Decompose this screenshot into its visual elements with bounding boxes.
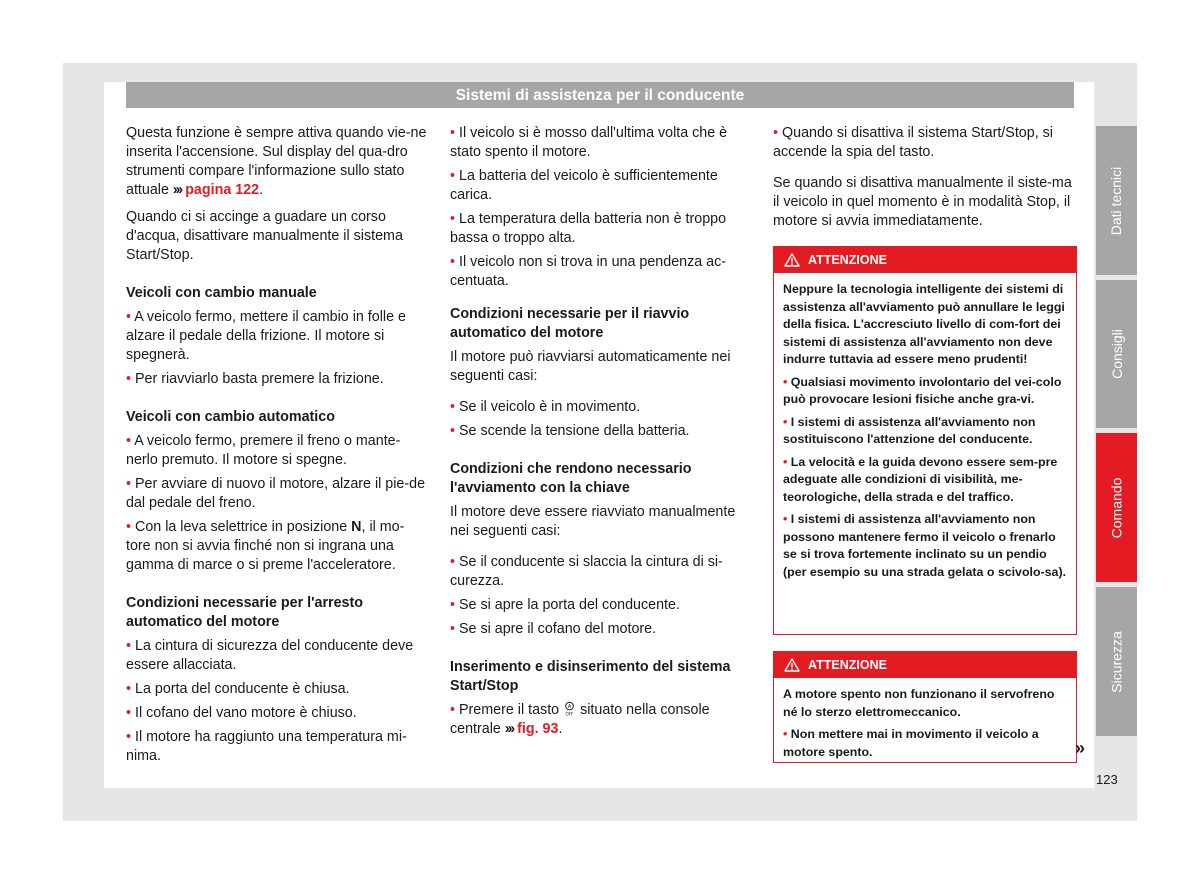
bullet-icon: • [126,705,132,721]
bullet-icon: • [126,433,132,449]
list-item: • Se si apre la porta del conducente. [450,597,680,613]
list-item: • La porta del conducente è chiusa. [126,681,350,697]
bullet-icon: • [450,597,456,613]
column-2 [450,124,752,744]
side-tab-dati-tecnici[interactable]: Dati tecnici [1096,126,1137,275]
svg-text:OFF: OFF [565,711,574,716]
bullet-icon: • [450,702,456,718]
warning-header [774,247,1076,273]
section-heading-automatic: Veicoli con cambio automatico [126,409,335,425]
list-item: • La batteria del veicolo è sufficientemente carica. [450,168,718,203]
section-heading-key: Condizioni che rendono necessario l'avviamento con la chiave [450,461,692,496]
svg-text:A: A [567,704,572,710]
warning-item: • I sistemi di assistenza all'avviamento non sostituiscono l'attenzione del conducente. [783,414,1036,446]
intro-paragraph-2: Quando ci si accinge a guadare un corso d'acqua, disattivare manualmente il sistema Start/Stop. [126,209,403,263]
warning-box-2 [773,651,1077,763]
list-item: • Premere il tasto A OFF situato nella console centrale ››› fig. 93. [450,702,710,737]
warning-title: ATTENZIONE [808,657,887,672]
warning-item: • La velocità e la guida devono essere sem-pre adeguate alle condizioni di visibilità, me-teorologiche, della strada e del traffico. [783,454,1058,504]
warning-item: • I sistemi di assistenza all'avviamento non possono mantenere fermo il veicolo o frenarlo se si trova fortemente inclinato su un pendio (per esempio su una strada gelata o scivolo-sa). [783,512,1067,579]
bullet-icon: • [450,621,456,637]
warning-title: ATTENZIONE [808,252,887,267]
list-item: • Se il conducente si slaccia la cintura di si-curezza. [450,554,723,589]
page-number: 123 [1096,772,1118,787]
side-tab-sicurezza[interactable]: Sicurezza [1096,587,1137,736]
key-intro: Il motore deve essere riavviato manualmente nei seguenti casi: [450,504,736,539]
list-item: • Per avviare di nuovo il motore, alzare il pie-de dal pedale del freno. [126,476,426,511]
bullet-icon: • [450,125,456,141]
page-ref-link[interactable]: pagina 122 [185,182,260,198]
list-item: • Per riavviarlo basta premere la frizione. [126,371,384,387]
list-item: • Se si apre il cofano del motore. [450,621,657,637]
continue-arrow-icon: » [1075,738,1083,758]
column-3-paragraph: Se quando si disattiva manualmente il siste-ma il veicolo in quel momento è in modalità Stop, il motore si avvia immediatamente. [773,175,1072,229]
bullet-icon: • [126,476,132,492]
section-heading-switch: Inserimento e disinserimento del sistema Start/Stop [450,659,731,694]
bullet-icon: • [450,211,456,227]
bullet-icon: • [126,638,132,654]
bullet-icon: • [126,729,132,745]
cross-ref-arrows: ››› [504,721,514,737]
restart-intro: Il motore può riavviarsi automaticamente nei seguenti casi: [450,349,731,384]
list-item: • Il veicolo non si trova in una pendenza ac-centuata. [450,254,727,289]
bullet-icon: • [773,125,779,141]
bullet-icon: • [126,519,132,535]
list-item: • A veicolo fermo, mettere il cambio in folle e alzare il pedale della frizione. Il motore si spegnerà. [126,309,406,363]
start-stop-off-icon [563,701,576,716]
warning-triangle-icon [784,253,800,267]
list-item: • Quando si disattiva il sistema Start/Stop, si accende la spia del tasto. [773,125,1053,160]
bullet-icon: • [783,727,788,741]
bullet-icon: • [126,371,132,387]
section-heading-manual: Veicoli con cambio manuale [126,285,317,301]
side-tab-consigli[interactable]: Consigli [1096,280,1137,428]
bullet-icon: • [783,454,788,469]
warning-intro: Neppure la tecnologia intelligente dei sistemi di assistenza all'avviamento può annullare le leggi della fisica. L'accresciuto livello di com-fort dei sistemi di assistenza all'avviamento non deve indurre tuttavia ad essere meno prudenti! [783,282,1065,366]
bullet-icon: • [783,512,788,526]
bullet-icon: • [783,414,788,429]
bullet-icon: • [126,309,132,325]
warning-header [774,652,1076,678]
bullet-icon: • [126,681,132,697]
bullet-icon: • [450,554,456,570]
list-item: • La cintura di sicurezza del conducente deve essere allacciata. [126,638,414,673]
warning-item: • Qualsiasi movimento involontario del vei-colo può provocare lesioni fisiche anche gra-vi. [783,374,1062,406]
figure-ref-link[interactable]: fig. 93 [517,721,559,737]
section-heading-restart: Condizioni necessarie per il riavvio automatico del motore [450,306,690,341]
list-item: • Il motore ha raggiunto una temperatura mi-nima. [126,729,407,764]
intro-paragraph: Questa funzione è sempre attiva quando vie-ne inserita l'accensione. Sul display del qua-dro strumenti compare l'informazione sullo stato attuale ››› pagina 122. [126,125,427,198]
bullet-icon: • [450,168,456,184]
warning-body [774,678,1076,772]
warning-intro: A motore spento non funzionano il servofreno né lo sterzo elettromeccanico. [783,687,1055,719]
list-item: • Con la leva selettrice in posizione N, il mo-tore non si avvia finché non si ingrana una gamma di marce o si preme l'acceleratore. [126,519,405,573]
list-item: • Il cofano del vano motore è chiuso. [126,705,357,721]
bullet-icon: • [450,399,456,415]
section-heading-stop: Condizioni necessarie per l'arresto automatico del motore [126,595,363,630]
warning-item: • Non mettere mai in movimento il veicolo a motore spento. [783,727,1039,759]
cross-ref-arrows: ››› [172,182,182,198]
warning-box-1 [773,246,1077,635]
list-item: • Se scende la tensione della batteria. [450,423,690,439]
bullet-icon: • [450,254,456,270]
side-tab-comando[interactable]: Comando [1096,433,1137,582]
section-header: Sistemi di assistenza per il conducente [126,82,1074,108]
list-item: • A veicolo fermo, premere il freno o mante-nerlo premuto. Il motore si spegne. [126,433,401,468]
warning-body [774,273,1076,592]
list-item: • La temperatura della batteria non è troppo bassa o troppo alta. [450,211,727,246]
list-item: • Se il veicolo è in movimento. [450,399,641,415]
warning-triangle-icon [784,658,800,672]
list-item: • Il veicolo si è mosso dall'ultima volta che è stato spento il motore. [450,125,728,160]
bullet-icon: • [450,423,456,439]
column-1 [126,124,428,771]
column-3 [773,124,1075,239]
bullet-icon: • [783,374,788,389]
